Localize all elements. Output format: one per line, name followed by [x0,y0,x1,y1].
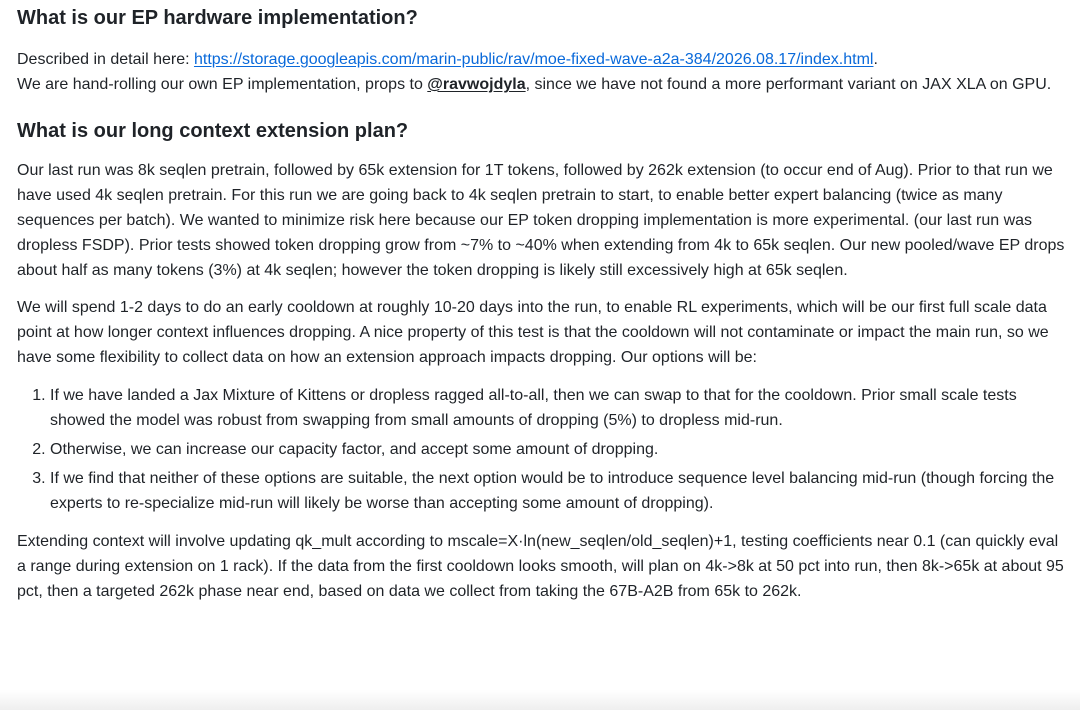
list-item: 3. If we find that neither of these options are suitable, the next option would be to introduce sequence level balancing mid-run (though forcing the experts to re-specialize mid-run will likely be worse than accepting some amount of dropping). [50,466,1069,516]
bottom-fade-overlay [0,690,1080,710]
list-item: 2. Otherwise, we can increase our capacity factor, and accept some amount of dropping. [50,437,1069,462]
ep-description-paragraph [17,47,1069,97]
described-prefix: Described in detail here: [17,51,194,68]
options-list [17,383,1069,516]
list-item: 1. If we have landed a Jax Mixture of Kittens or dropless ragged all-to-all, then we can swap to that for the cooldown. Prior small scale tests showed the model was robust from swapping from small amounts of dropping (5%) to dropless mid-run. [50,383,1069,433]
ep-details-link[interactable]: https://storage.googleapis.com/marin-public/rav/moe-fixed-wave-a2a-384/2026.08.17/index.html [193,51,874,68]
long-context-paragraph-1: Our last run was 8k seqlen pretrain, followed by 65k extension for 1T tokens, followed by 262k extension (to occur end of Aug). Prior to that run we have used 4k seqlen pretrain. For this run we are going back to 4k seqlen pretrain to start, to enable better expert balancing (twice as many sequences per batch). We wanted to minimize risk here because our EP token dropping implementation is more experimental. (our last run was dropless FSDP). Prior tests showed token dropping grow from ~7% to ~40% when extending from 4k to 65k seqlen. Our new pooled/wave EP drops about half as many tokens (3%) at 4k seqlen; however the token dropping is likely still excessively high at 65k seqlen. [17,162,1065,279]
handroll-suffix: , since we have not found a more performant variant on JAX XLA on GPU. [525,76,1052,93]
link-suffix: . [873,51,878,68]
section-heading-long-context: What is our long context extension plan? [17,120,409,142]
user-mention[interactable]: @ravwojdyla [427,76,526,93]
section-heading-ep-hardware: What is our EP hardware implementation? [17,7,418,29]
long-context-paragraph-3: Extending context will involve updating qk_mult according to mscale=X·ln(new_seqlen/old_seqlen)+1, testing coefficients near 0.1 (can quickly eval a range during extension on 1 rack). If the data from the first cooldown looks smooth, will plan on 4k->8k at 50 pct into run, then 8k->65k at about 95 pct, then a targeted 262k phase near end, based on data we collect from taking the 67B-A2B from 65k to 262k. [17,533,1064,600]
handroll-prefix: We are hand-rolling our own EP implementation, props to [17,76,428,93]
document-body [17,4,1069,604]
long-context-paragraph-2: We will spend 1-2 days to do an early cooldown at roughly 10-20 days into the run, to enable RL experiments, which will be our first full scale data point at how longer context influences dropping. A nice property of this test is that the cooldown will not contaminate or impact the main run, so we have some flexibility to collect data on how an extension approach impacts dropping. Our options will be: [17,299,1049,366]
